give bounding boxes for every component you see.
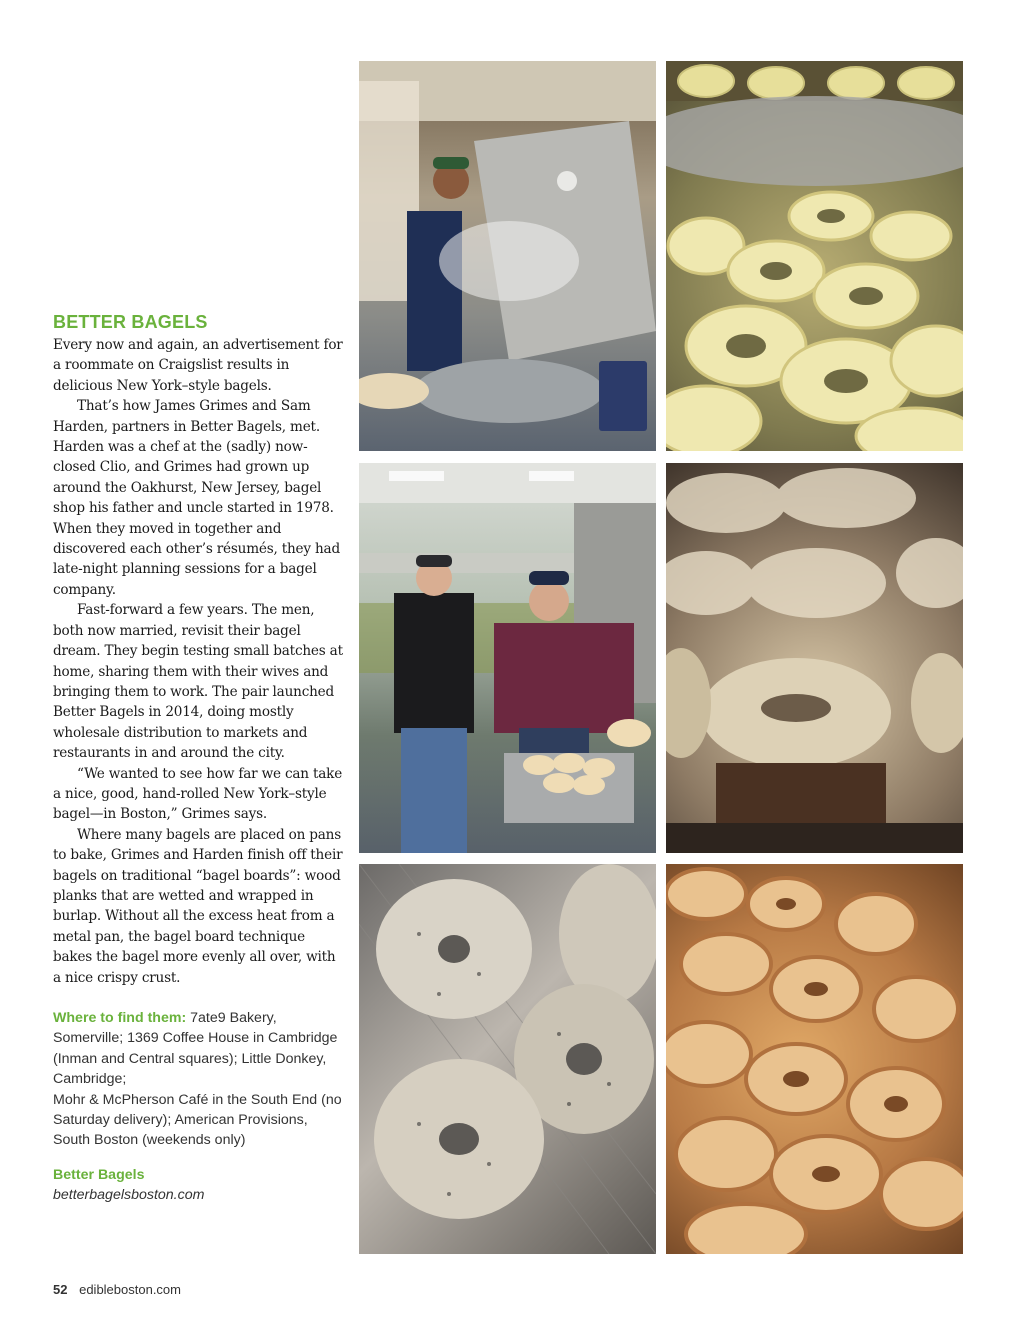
where-label: Where to find them: <box>53 1010 187 1026</box>
article-column <box>53 312 343 1205</box>
photo-bagel-pile <box>666 864 963 1254</box>
paragraph: Where many bagels are placed on pans to bake, Grimes and Harden finish off their bagels on traditional “bagel boards”: wood planks that are wetted and wrapped in burlap. Without all the excess heat from a metal pan, the bagel board technique bakes the bagel more evenly all over, with a nice crispy crust. <box>53 826 343 986</box>
article-body <box>53 335 343 988</box>
photo-founders-portrait <box>359 463 656 853</box>
contact-url[interactable]: betterbagelsboston.com <box>53 1186 205 1203</box>
photo-bagels-in-water <box>666 61 963 451</box>
paragraph: That’s how James Grimes and Sam Harden, partners in Better Bagels, met. Harden was a chef at the (sadly) now-closed Clio, and Grimes had grown up around the Oakhurst, New Jersey, bagel shop his father and uncle started in 1978. When they moved in together and discovered each other’s résumés, they had late-night planning sessions for a bagel company. <box>53 398 340 598</box>
page-number: 52 <box>53 1282 68 1297</box>
contact-block <box>53 1165 343 1205</box>
photo-boiling-bagels <box>359 61 656 451</box>
paragraph: “We wanted to see how far we can take a nice, good, hand-rolled New York–style bagel—in Boston,” Grimes says. <box>53 765 343 823</box>
photo-poppy-seed-bagels <box>359 864 656 1254</box>
where-text-2: Mohr & McPherson Café in the South End (no Saturday delivery); American Provisions, South Boston (weekends only) <box>53 1091 342 1149</box>
paragraph: Every now and again, an advertisement for a roommate on Craigslist results in delicious New York–style bagels. <box>53 337 343 394</box>
where-to-find <box>53 1008 343 1151</box>
page-footer <box>53 1282 181 1297</box>
article-heading: BETTER BAGELS <box>53 312 208 332</box>
where-line-1 <box>53 1008 343 1090</box>
footer-site: edibleboston.com <box>79 1282 181 1297</box>
paragraph: Fast-forward a few years. The men, both now married, revisit their bagel dream. They begin testing small batches at home, sharing them with their wives and bringing them to work. The pair launched Better Bagels in 2014, doing mostly wholesale distribution to markets and restaurants in and around the city. <box>53 602 343 762</box>
where-text-1: 7ate9 Bakery, Somerville; 1369 Coffee House in Cambridge (Inman and Central squares); Little Donkey, Cambridge; <box>53 1010 338 1088</box>
contact-name: Better Bagels <box>53 1166 145 1183</box>
photo-bagel-boards <box>666 463 963 853</box>
